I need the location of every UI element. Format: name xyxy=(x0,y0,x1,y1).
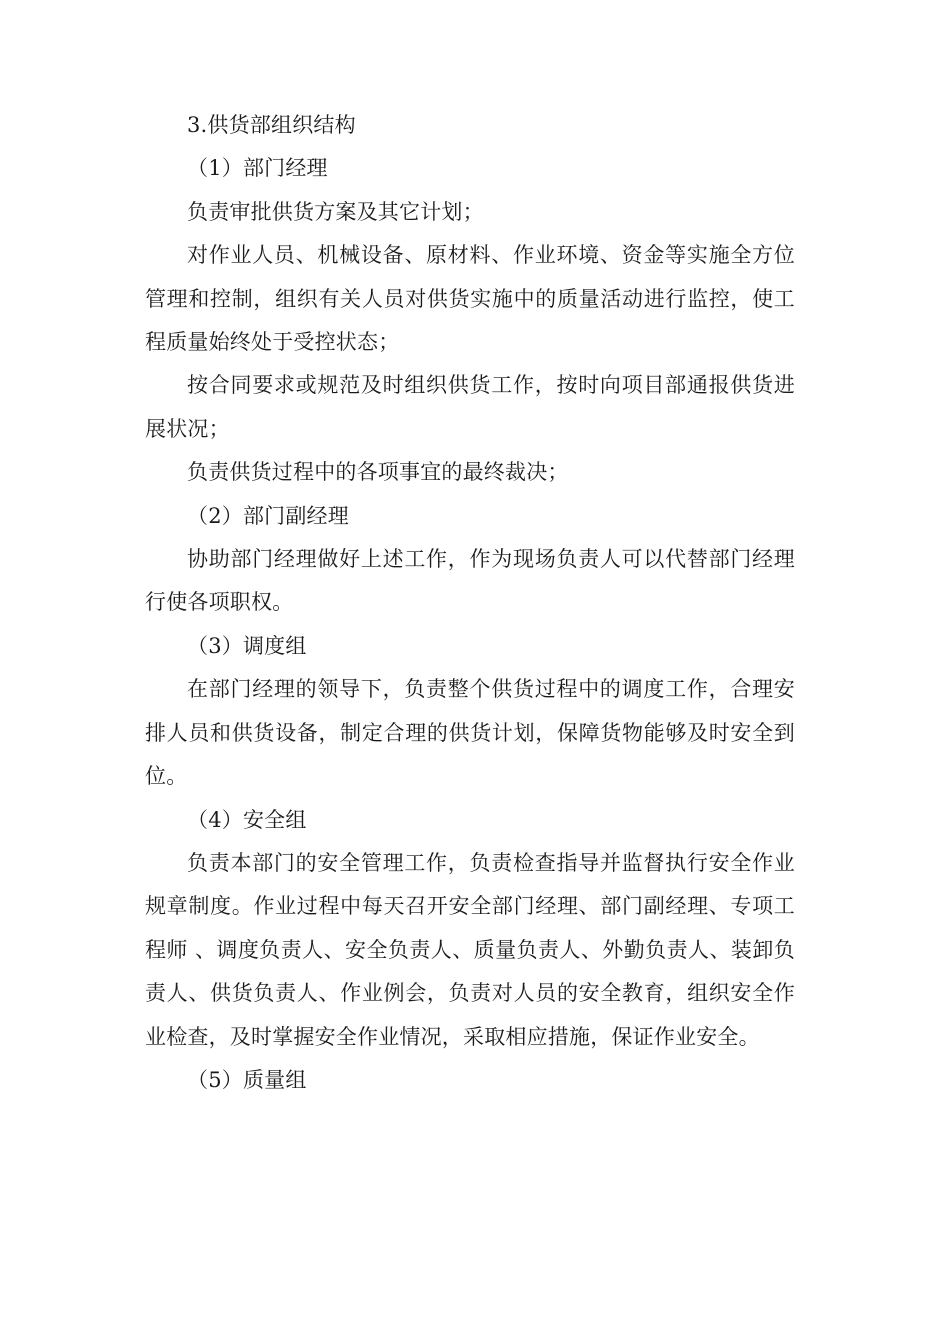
subsection-heading: （1）部门经理 xyxy=(187,156,328,181)
body-paragraph: 协助部门经理做好上述工作，作为现场负责人可以代替部门经理行使各项职权。 xyxy=(145,547,795,615)
body-paragraph: 负责审批供货方案及其它计划； xyxy=(187,199,484,224)
body-paragraph: 负责本部门的安全管理工作，负责检查指导并监督执行安全作业规章制度。作业过程中每天召开安全部门经理、部门副经理、专项工程师 、调度负责人、安全负责人、质量负责人、外勤负责人、装卸负责人、供货负责人、作业例会，负责对人员的安全教育，组织安全作业检查，及时掌握安全作业情况，采取相应措施，保证作业安全。 xyxy=(145,850,795,1049)
subsection-heading: （5）质量组 xyxy=(187,1067,307,1092)
subsection-heading: （3）调度组 xyxy=(187,633,307,658)
body-paragraph: 负责供货过程中的各项事宜的最终裁决； xyxy=(187,460,569,485)
body-paragraph: 按合同要求或规范及时组织供货工作，按时向项目部通报供货进展状况； xyxy=(145,373,795,441)
section-heading: 3.供货部组织结构 xyxy=(187,113,356,137)
document-body xyxy=(145,104,795,1102)
subsection-heading: （2）部门副经理 xyxy=(187,503,349,528)
body-paragraph: 在部门经理的领导下，负责整个供货过程中的调度工作，合理安排人员和供货设备，制定合理的供货计划，保障货物能够及时安全到位。 xyxy=(145,677,795,789)
body-paragraph: 对作业人员、机械设备、原材料、作业环境、资金等实施全方位管理和控制，组织有关人员对供货实施中的质量活动进行监控，使工程质量始终处于受控状态； xyxy=(145,243,795,355)
subsection-heading: （4）安全组 xyxy=(187,807,307,832)
